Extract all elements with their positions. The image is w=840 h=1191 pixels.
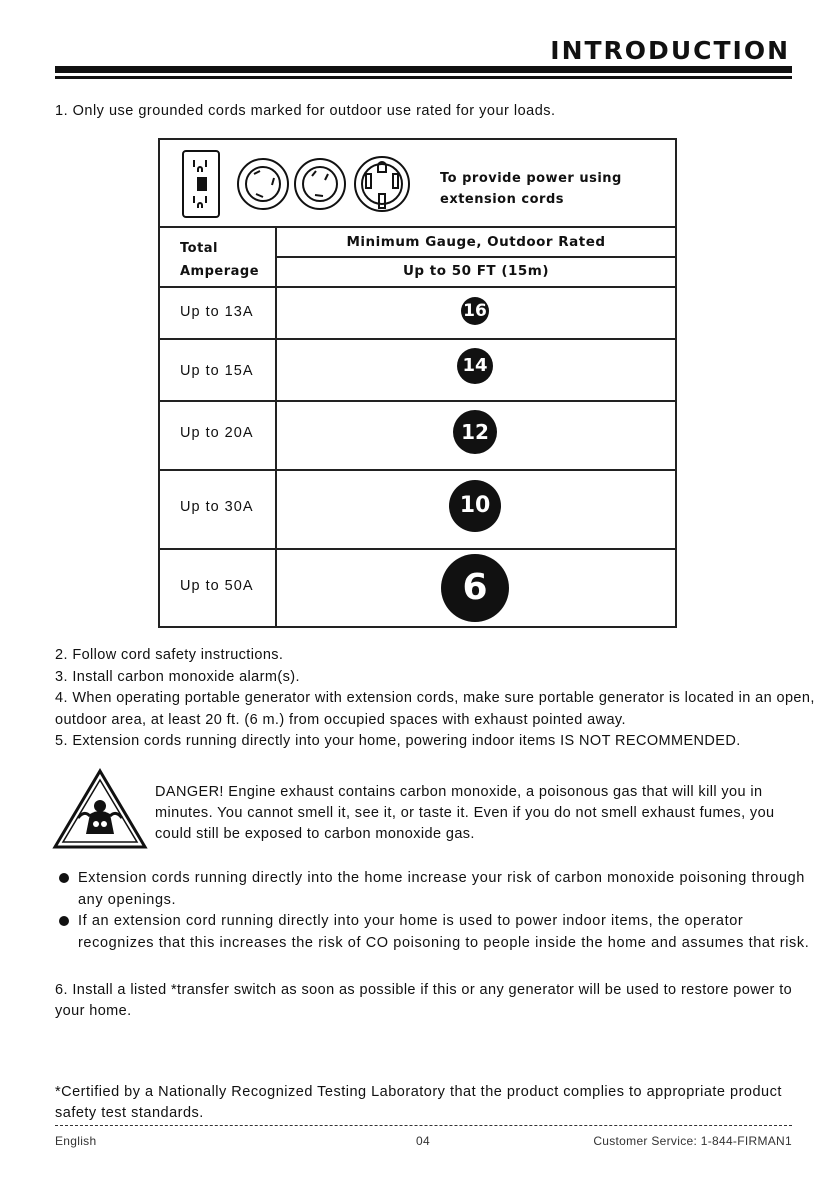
footer-customer-service: Customer Service: 1-844-FIRMAN1	[593, 1134, 792, 1148]
table-header-divider	[277, 256, 675, 258]
item-6: 6. Install a listed *transfer switch as soon as possible if this or any generator will be used to restore power to your home.	[55, 982, 793, 1019]
duplex-outlet-icon	[183, 151, 219, 217]
amperage-cell: Up to 15A	[180, 363, 254, 379]
gauge-table	[158, 138, 677, 628]
risk-bullets	[55, 868, 815, 954]
power-note: To provide power using extension cords	[440, 171, 622, 207]
list-item: 4. When operating portable generator with extension cords, make sure portable generator is located in an open, outdoor area, at least 20 ft. (6 m.) from occupied spaces with exhaust pointed away.	[55, 690, 815, 728]
list-item: 3. Install carbon monoxide alarm(s).	[55, 668, 300, 685]
bullet-item: If an extension cord running directly into your home is used to power indoor items, the operator recognizes that this increases the risk of CO poisoning to people inside the home and assumes that risk.	[55, 911, 815, 954]
header-minimum-gauge: Minimum Gauge, Outdoor Rated	[346, 234, 606, 250]
bullet-dot-icon	[59, 873, 69, 883]
instruction-list	[55, 645, 815, 753]
header-distance: Up to 50 FT (15m)	[402, 263, 550, 279]
footer-language: English	[55, 1134, 97, 1148]
list-item: 2. Follow cord safety instructions.	[55, 647, 284, 663]
item-1: 1. Only use grounded cords marked for outdoor use rated for your loads.	[55, 103, 556, 119]
rv-outlet-icon	[355, 157, 409, 211]
amperage-cell: Up to 20A	[180, 425, 254, 441]
page-title: INTRODUCTION	[550, 36, 790, 65]
gauge-badge: 16	[461, 297, 489, 325]
amperage-cell: Up to 30A	[180, 499, 254, 515]
amperage-cell: Up to 50A	[180, 578, 254, 594]
amperage-cell: Up to 13A	[180, 304, 254, 320]
title-rule-thick	[55, 66, 792, 73]
danger-warning-icon	[52, 768, 148, 850]
gauge-badge: 6	[441, 554, 509, 622]
table-divider	[160, 400, 675, 402]
bullet-dot-icon	[59, 916, 69, 926]
header-total-amperage: Total Amperage	[180, 241, 260, 279]
gauge-badge: 14	[457, 348, 493, 384]
title-rule-thin	[55, 76, 792, 79]
table-divider	[160, 286, 675, 288]
certification-footnote: *Certified by a Nationally Recognized Testing Laboratory that the product complies to appropriate product safety test standards.	[55, 1084, 782, 1121]
table-divider	[160, 226, 675, 228]
list-item: 5. Extension cords running directly into your home, powering indoor items IS NOT RECOMMENDED.	[55, 733, 741, 749]
gauge-badge: 10	[449, 480, 501, 532]
twist-lock-outlet-icon-2	[295, 159, 345, 209]
twist-lock-outlet-icon	[238, 159, 288, 209]
outlet-icons	[182, 150, 422, 218]
table-divider	[160, 338, 675, 340]
danger-warning-text: DANGER! Engine exhaust contains carbon monoxide, a poisonous gas that will kill you in minutes. You cannot smell it, see it, or taste it. Even if you do not smell exhaust fumes, you could still be exposed to carbon monoxide gas.	[155, 784, 775, 842]
gauge-badge: 12	[453, 410, 497, 454]
footer-divider	[55, 1125, 792, 1126]
table-divider	[160, 548, 675, 550]
footer-page-number: 04	[416, 1134, 430, 1148]
bullet-item: Extension cords running directly into the home increase your risk of carbon monoxide poisoning through any openings.	[55, 868, 815, 911]
table-divider	[160, 469, 675, 471]
